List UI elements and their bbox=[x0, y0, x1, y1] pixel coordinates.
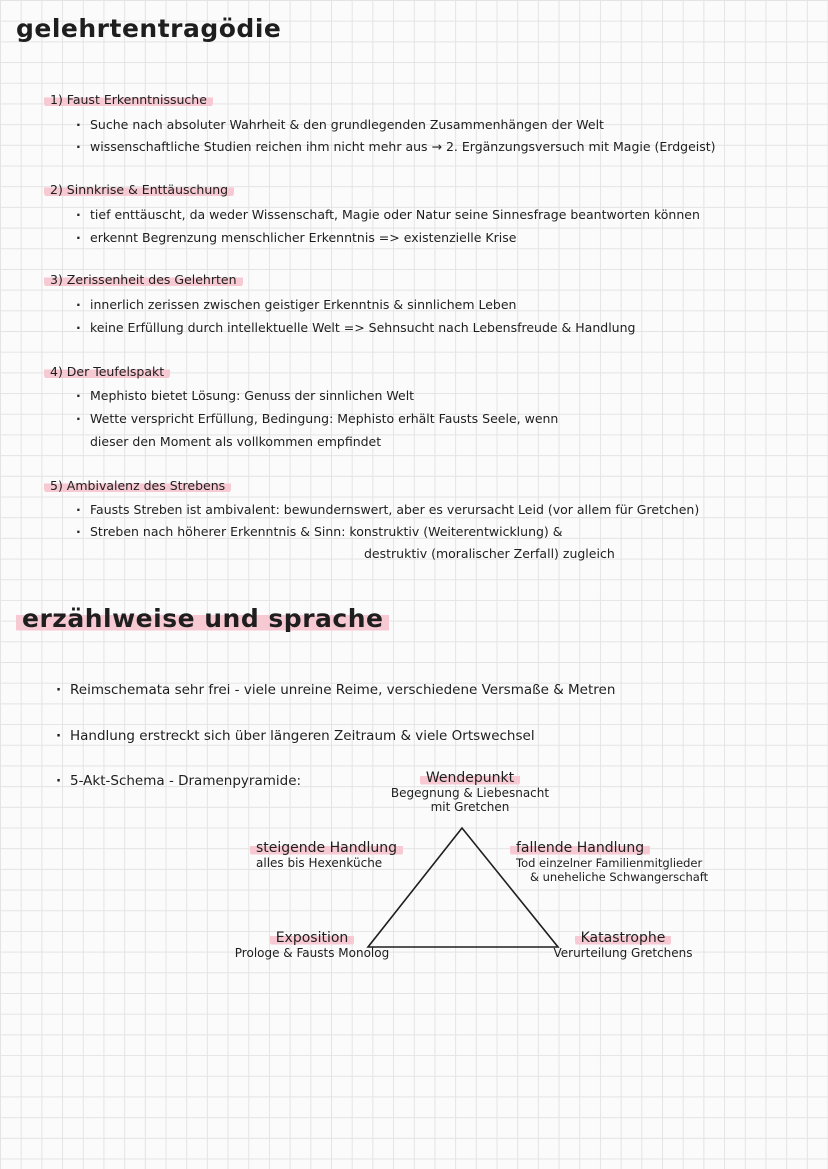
sprache-bullet-3: · 5-Akt-Schema - Dramenpyramide: bbox=[56, 773, 301, 789]
section-3-bullet-2: · keine Erfüllung durch intellektuelle Welt => Sehnsucht nach Lebensfreude & Handlung bbox=[76, 320, 635, 335]
pyramid-top bbox=[380, 770, 560, 814]
fallende-handlung-label: fallende Handlung bbox=[510, 840, 650, 856]
section-4-heading-text: 4) Der Teufelspakt bbox=[44, 364, 170, 379]
section-3-heading bbox=[44, 272, 243, 287]
section-1-heading bbox=[44, 92, 213, 107]
section-4-bullet-1: · Mephisto bietet Lösung: Genuss der sinnlichen Welt bbox=[76, 388, 414, 403]
section-5-heading bbox=[44, 478, 231, 493]
section-1-bullet-1: · Suche nach absoluter Wahrheit & den grundlegenden Zusammenhängen der Welt bbox=[76, 117, 604, 132]
wendepunkt-sub-1: Begegnung & Liebesnacht bbox=[390, 786, 550, 800]
section-5-continuation: destruktiv (moralischer Zerfall) zugleich bbox=[364, 546, 615, 561]
page-title-text: gelehrtentragödie bbox=[16, 14, 282, 43]
pyramid-bottom-left bbox=[232, 930, 392, 960]
katastrophe-label: Katastrophe bbox=[575, 930, 672, 946]
section-4-continuation: dieser den Moment als vollkommen empfindet bbox=[90, 434, 382, 449]
exposition-sub: Prologe & Fausts Monolog bbox=[234, 946, 390, 960]
pyramid-left-mid bbox=[250, 840, 403, 870]
section-5-bullet-2: · Streben nach höherer Erkenntnis & Sinn: konstruktiv (Weiterentwicklung) & bbox=[76, 524, 563, 539]
sprache-bullet-2: · Handlung erstreckt sich über längeren Zeitraum & viele Ortswechsel bbox=[56, 728, 535, 744]
wendepunkt-sub-2: mit Gretchen bbox=[430, 800, 510, 814]
section-4-heading bbox=[44, 364, 170, 379]
section-5-heading-text: 5) Ambivalenz des Strebens bbox=[44, 478, 231, 493]
wendepunkt-label: Wendepunkt bbox=[420, 770, 520, 786]
exposition-label: Exposition bbox=[270, 930, 355, 946]
section-4-bullet-2: · Wette verspricht Erfüllung, Bedingung: Mephisto erhält Fausts Seele, wenn bbox=[76, 411, 558, 426]
section-2-bullet-2: · erkennt Begrenzung menschlicher Erkenntnis => existenzielle Krise bbox=[76, 230, 516, 245]
section-title-2 bbox=[16, 604, 389, 633]
section-2-bullet-1: · tief enttäuscht, da weder Wissenschaft, Magie oder Natur seine Sinnesfrage beantworten können bbox=[76, 207, 700, 222]
sprache-bullet-1: · Reimschemata sehr frei - viele unreine Reime, verschiedene Versmaße & Metren bbox=[56, 682, 615, 698]
fallende-handlung-sub-2: & uneheliche Schwangerschaft bbox=[530, 870, 709, 884]
section-2-heading-text: 2) Sinnkrise & Enttäuschung bbox=[44, 182, 234, 197]
section-title-2-text: erzählweise und sprache bbox=[16, 604, 389, 633]
pyramid-bottom-right bbox=[548, 930, 698, 960]
section-3-heading-text: 3) Zerissenheit des Gelehrten bbox=[44, 272, 243, 287]
section-2-heading bbox=[44, 182, 234, 197]
section-3-bullet-1: · innerlich zerissen zwischen geistiger Erkenntnis & sinnlichem Leben bbox=[76, 297, 516, 312]
section-1-heading-text: 1) Faust Erkenntnissuche bbox=[44, 92, 213, 107]
pyramid-right-mid bbox=[510, 840, 708, 884]
steigende-handlung-label: steigende Handlung bbox=[250, 840, 403, 856]
section-5-bullet-1: · Fausts Streben ist ambivalent: bewundernswert, aber es verursacht Leid (vor allem für Gretchen) bbox=[76, 502, 699, 517]
page-title bbox=[16, 14, 281, 43]
section-1-bullet-2: · wissenschaftliche Studien reichen ihm nicht mehr aus → 2. Ergänzungsversuch mit Magie (Erdgeist) bbox=[76, 139, 716, 154]
steigende-handlung-sub: alles bis Hexenküche bbox=[256, 856, 383, 870]
fallende-handlung-sub-1: Tod einzelner Familienmitglieder bbox=[516, 856, 703, 870]
katastrophe-sub: Verurteilung Gretchens bbox=[553, 946, 693, 960]
